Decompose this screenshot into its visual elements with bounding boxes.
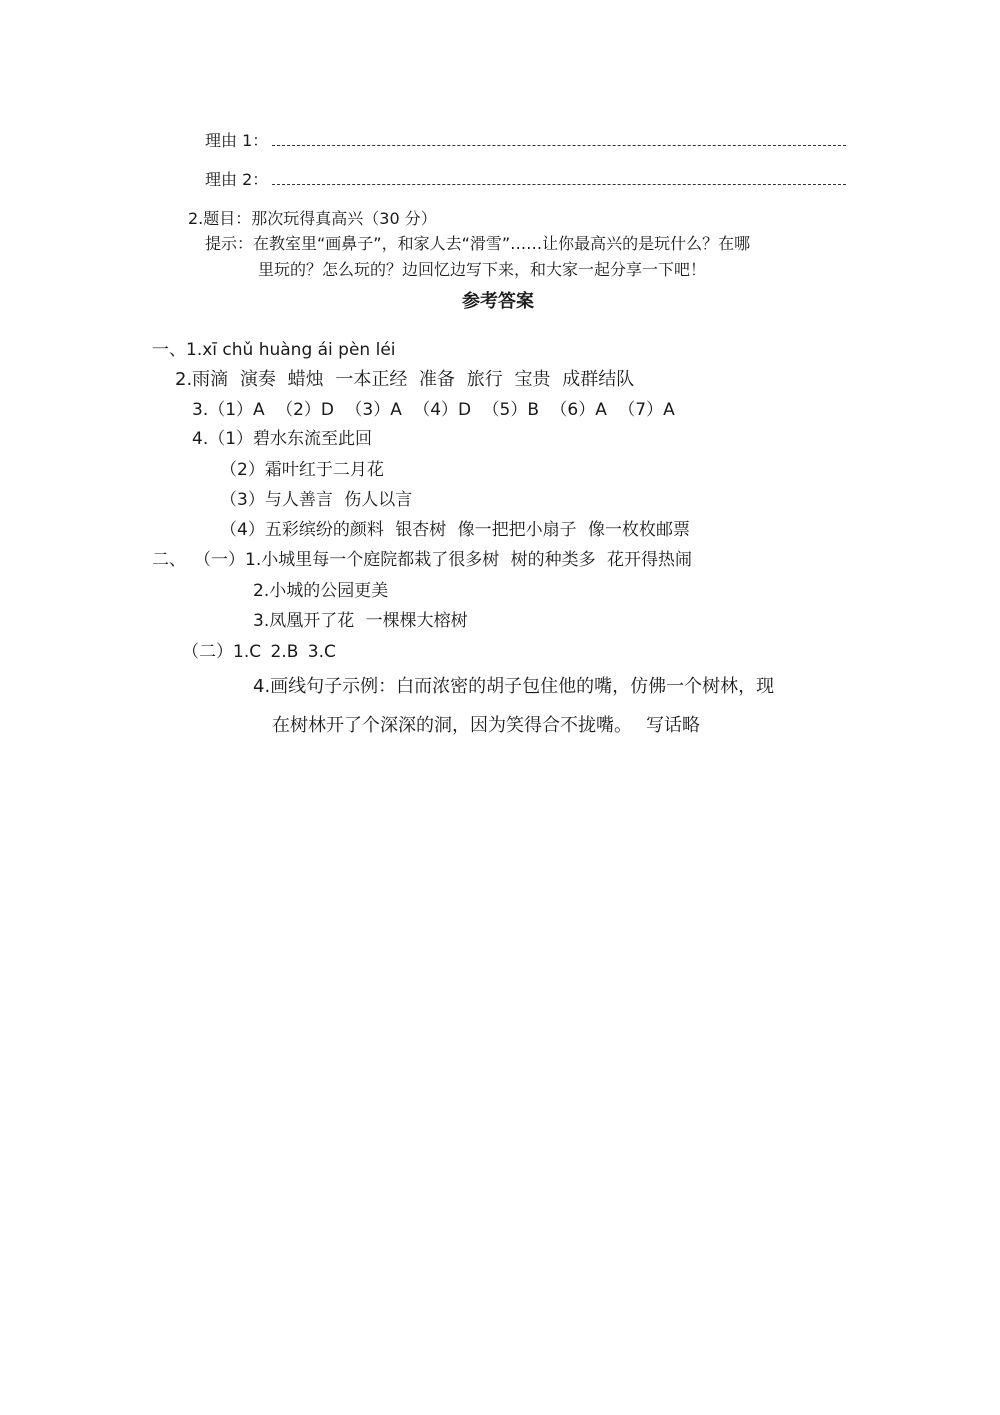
answers-part-2-section-1-q2: 2.小城的公园更美 [253,581,389,601]
part-2-section-1-q1: 1.小城里每一个庭院都栽了很多树 树的种类多 花开得热闹 [245,550,693,570]
reason-2-label: 理由 2： [205,170,269,189]
answers-q4-2: （2）霜叶红于二月花 [220,460,384,480]
part-1-label: 一、 [152,340,186,360]
answers-title: 参考答案 [462,291,534,312]
q1-pinyin: 1.xī chǔ huàng ái pèn léi [186,340,396,360]
answers-part-2-row-1 [152,552,692,569]
part-2-section-2-label: （二） [182,642,233,662]
composition-heading-title: 那次玩得真高兴（30 分） [251,209,437,228]
composition-hint-line-2: 里玩的？怎么玩的？边回忆边写下来，和大家一起分享一下吧！ [258,260,707,279]
reason-2-blank[interactable] [272,184,846,185]
answers-part-2-section-2-q4-line-1: 4.画线句子示例：白而浓密的胡子包住他的嘴，仿佛一个树林，现 [253,676,775,697]
composition-heading [188,211,437,227]
answers-part-2-section-2-row [182,644,336,661]
q4-line-2-text: 在树林开了个深深的洞，因为笑得合不拢嘴。 [272,715,632,736]
answers-q4-1: 4.（1）碧水东流至此回 [192,429,373,449]
answers-q4-3: （3）与人善言 伤人以言 [220,490,413,510]
answers-part-1-q1 [152,342,396,359]
answers-part-2-section-2-q4-line-2 [272,717,700,735]
answers-part-2-section-1-q3: 3.凤凰开了花 一棵棵大榕树 [253,611,468,631]
reason-1-label: 理由 1： [205,131,269,150]
part-2-label: 二、 [152,550,186,570]
composition-heading-prefix: 2.题目： [188,209,252,228]
reason-1-blank[interactable] [272,145,846,146]
answers-q4-4: （4）五彩缤纷的颜料 银杏树 像一把把小扇子 像一枚枚邮票 [220,520,691,540]
composition-hint-line-1: 提示：在教室里“画鼻子”，和家人去“滑雪”……让你最高兴的是玩什么？在哪 [205,234,751,253]
part-2-section-2-q1-3: 1.C 2.B 3.C [233,642,336,662]
part-2-section-1-label: （一） [194,550,245,570]
answers-q3: 3.（1）A （2）D （3）A （4）D （5）B （6）A （7）A [192,400,675,420]
answers-q2: 2.雨滴 演奏 蜡烛 一本正经 准备 旅行 宝贵 成群结队 [175,369,635,390]
writing-note: 写话略 [646,715,700,736]
